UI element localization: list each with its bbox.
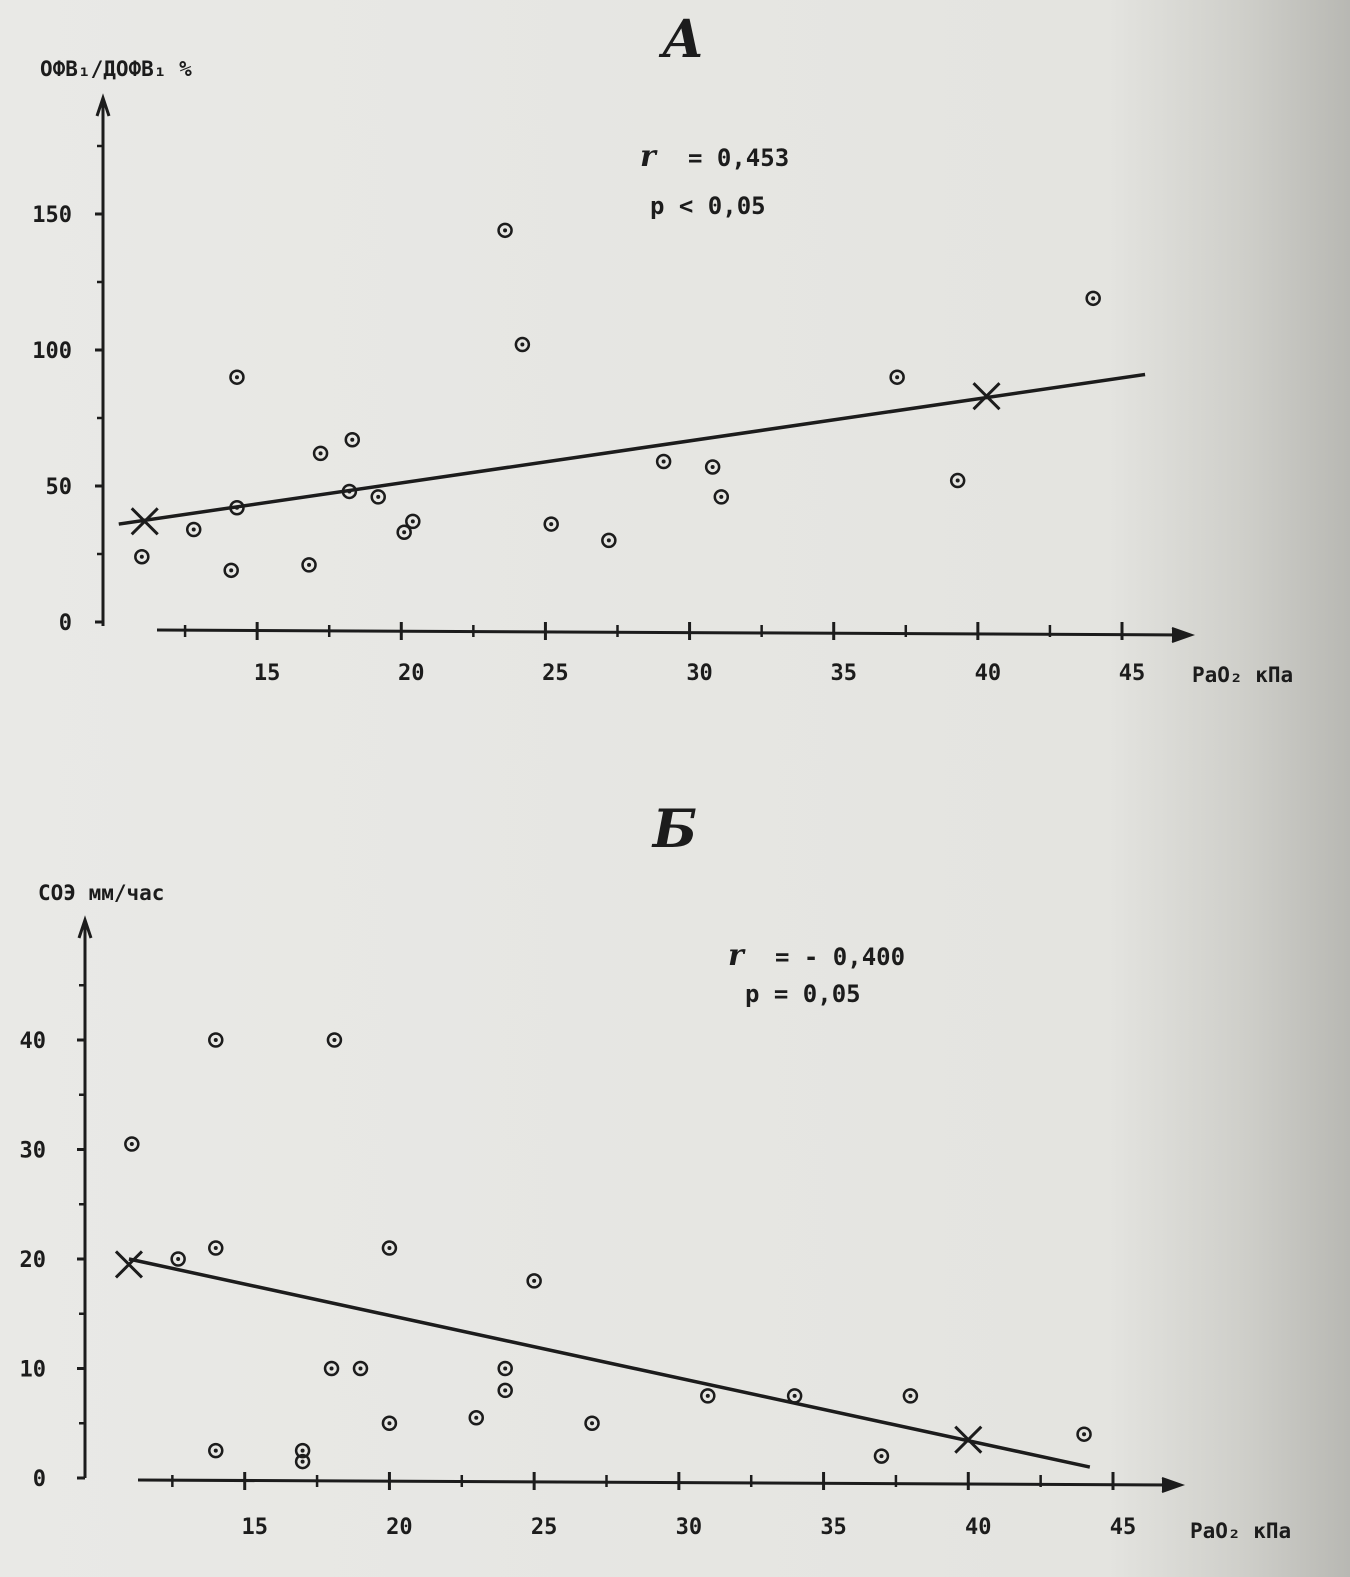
- data-point-center: [214, 1038, 218, 1042]
- data-point-center: [1091, 296, 1095, 300]
- x-tick-label: 20: [386, 1515, 413, 1540]
- x-axis-title: PaO₂ кПа: [1192, 663, 1294, 687]
- data-point-center: [301, 1449, 305, 1453]
- y-tick-label: 10: [19, 1357, 46, 1383]
- y-tick-label: 0: [32, 1467, 46, 1492]
- x-tick-label: 45: [1118, 661, 1146, 686]
- data-point-center: [350, 438, 354, 442]
- panel-label: А: [661, 9, 705, 70]
- data-point: [406, 515, 419, 528]
- y-tick-label: 50: [45, 475, 72, 500]
- correlation-symbol: r: [728, 938, 744, 973]
- data-point-center: [549, 522, 553, 526]
- scatter-panel-2: [20, 799, 1292, 1543]
- data-point-center: [332, 1038, 336, 1042]
- data-point-center: [1082, 1432, 1086, 1436]
- x-tick-label: 40: [965, 1515, 992, 1540]
- y-tick-label: 40: [19, 1029, 46, 1054]
- data-point-center: [711, 465, 715, 469]
- data-point-center: [532, 1279, 536, 1283]
- data-point: [372, 490, 385, 503]
- data-point: [499, 224, 512, 237]
- data-point: [657, 455, 670, 468]
- x-axis-line: [157, 630, 1188, 635]
- data-point-center: [130, 1142, 134, 1146]
- data-point: [951, 474, 964, 487]
- data-point-center: [192, 528, 196, 532]
- data-point-center: [895, 375, 899, 379]
- data-point: [1078, 1428, 1091, 1441]
- data-point-center: [879, 1454, 883, 1458]
- y-tick-label: 100: [32, 339, 72, 364]
- panel-label: Б: [652, 799, 698, 860]
- data-point-center: [387, 1246, 391, 1250]
- data-point: [602, 534, 615, 547]
- data-point-center: [908, 1394, 912, 1398]
- data-point: [383, 1242, 396, 1255]
- data-point-center: [347, 489, 351, 493]
- data-point-center: [376, 495, 380, 499]
- data-point-center: [402, 530, 406, 534]
- data-point-center: [706, 1394, 710, 1398]
- data-point: [209, 1034, 222, 1047]
- data-point-center: [140, 555, 144, 559]
- data-point-center: [719, 495, 723, 499]
- data-point: [325, 1362, 338, 1375]
- data-point: [354, 1362, 367, 1375]
- data-point: [470, 1411, 483, 1424]
- y-axis-title: ОФВ₁/ДОФВ₁ %: [40, 57, 192, 81]
- data-point-center: [503, 1388, 507, 1392]
- x-tick-label: 15: [253, 661, 281, 686]
- data-point: [706, 460, 719, 473]
- data-point: [125, 1138, 138, 1151]
- y-tick-label: 20: [19, 1248, 46, 1273]
- data-point: [701, 1389, 714, 1402]
- x-axis-title: PaO₂ кПа: [1190, 1519, 1292, 1543]
- data-point-center: [176, 1257, 180, 1261]
- data-point: [230, 371, 243, 384]
- data-point: [904, 1389, 917, 1402]
- y-tick-label: 150: [32, 203, 72, 228]
- x-axis-arrow-icon: [1172, 628, 1192, 642]
- x-tick-label: 45: [1109, 1515, 1137, 1540]
- data-point-center: [229, 568, 233, 572]
- x-tick-label: 30: [686, 661, 713, 686]
- x-axis-arrow-icon: [1162, 1478, 1182, 1492]
- correlation-value: = - 0,400: [775, 943, 906, 971]
- data-point-center: [411, 519, 415, 523]
- data-point-center: [520, 343, 524, 347]
- data-point: [209, 1242, 222, 1255]
- data-point-center: [387, 1421, 391, 1425]
- x-tick-label: 15: [241, 1515, 268, 1540]
- data-point: [383, 1417, 396, 1430]
- x-axis-line: [138, 1480, 1178, 1485]
- data-point: [586, 1417, 599, 1430]
- data-point: [788, 1389, 801, 1402]
- x-tick-label: 35: [830, 661, 857, 686]
- x-tick-label: 30: [675, 1515, 703, 1540]
- data-point: [225, 564, 238, 577]
- y-tick-label: 0: [58, 611, 72, 636]
- x-tick-label: 35: [820, 1515, 847, 1540]
- scatter-panel-1: [32, 9, 1293, 687]
- data-point-center: [330, 1367, 334, 1371]
- data-point: [499, 1384, 512, 1397]
- data-point-center: [662, 460, 666, 464]
- data-point-center: [307, 563, 311, 567]
- regression-line: [129, 1259, 1090, 1467]
- data-point-center: [319, 451, 323, 455]
- data-point: [346, 433, 359, 446]
- data-point: [209, 1444, 222, 1457]
- data-point-center: [214, 1449, 218, 1453]
- y-tick-label: 30: [19, 1138, 46, 1164]
- x-tick-label: 20: [398, 661, 425, 686]
- regression-line: [119, 374, 1145, 524]
- data-point: [187, 523, 200, 536]
- data-point: [328, 1034, 341, 1047]
- data-point-center: [358, 1367, 362, 1371]
- data-point-center: [214, 1246, 218, 1250]
- data-point: [715, 490, 728, 503]
- data-point: [499, 1362, 512, 1375]
- p-value: p = 0,05: [745, 980, 861, 1008]
- data-point-center: [301, 1460, 305, 1464]
- data-point: [135, 550, 148, 563]
- data-point: [1087, 292, 1100, 305]
- p-value: p < 0,05: [650, 192, 766, 220]
- x-tick-label: 25: [542, 661, 569, 686]
- x-tick-label: 25: [530, 1515, 558, 1540]
- data-point-center: [235, 506, 239, 510]
- correlation-value: = 0,453: [688, 144, 790, 172]
- data-point: [516, 338, 529, 351]
- data-point-center: [607, 538, 611, 542]
- data-point-center: [956, 479, 960, 483]
- data-point-center: [590, 1421, 594, 1425]
- x-tick-label: 40: [974, 661, 1002, 686]
- data-point-center: [503, 228, 507, 232]
- y-axis-title: СОЭ мм/час: [38, 881, 165, 905]
- data-point-center: [503, 1367, 507, 1371]
- data-point: [172, 1253, 185, 1266]
- data-point: [545, 518, 558, 531]
- data-point: [303, 558, 316, 571]
- data-point-center: [235, 375, 239, 379]
- data-point: [891, 371, 904, 384]
- regression-cross-mark: [116, 1251, 142, 1277]
- data-point: [528, 1274, 541, 1287]
- data-point: [875, 1450, 888, 1463]
- data-point: [314, 447, 327, 460]
- data-point-center: [793, 1394, 797, 1398]
- data-point-center: [474, 1416, 478, 1420]
- correlation-symbol: r: [640, 139, 656, 174]
